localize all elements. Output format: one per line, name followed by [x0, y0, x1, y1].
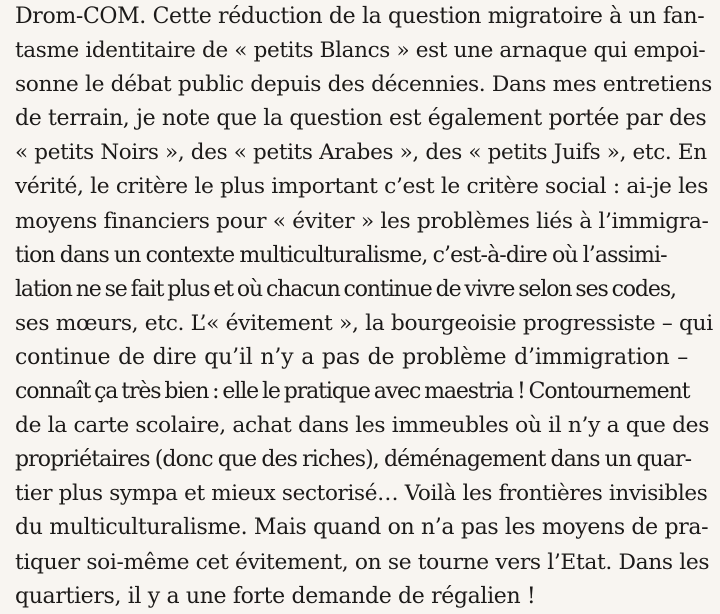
- text-line: tion dans un contexte multiculturalisme, c’est-à-dire où l’assimi-: [15, 242, 667, 268]
- text-line: moyens financiers pour « éviter » les problèmes liés à l’immigra-: [15, 208, 709, 234]
- text-line: de la carte scolaire, achat dans les immeubles où il n’y a que des: [15, 413, 710, 439]
- text-line: de terrain, je note que la question est également portée par des: [15, 106, 707, 132]
- text-line: quartiers, il y a une forte demande de régalien !: [15, 583, 536, 609]
- text-line: sonne le débat public depuis des décennies. Dans mes entretiens: [15, 72, 712, 98]
- text-line: tasme identitaire de « petits Blancs » est une arnaque qui empoi-: [15, 38, 706, 64]
- text-line: connaît ça très bien : elle le pratique avec maestria ! Contournement: [15, 379, 690, 405]
- article-body: [15, 0, 713, 614]
- text-line: propriétaires (donc que des riches), déménagement dans un quar-: [15, 447, 692, 473]
- text-line: continue de dire qu’il n’y a pas de problème d’immigration –: [15, 344, 689, 370]
- text-line: lation ne se fait plus et où chacun continue de vivre selon ses codes,: [15, 276, 676, 302]
- text-line: vérité, le critère le plus important c’est le critère social : ai-je les: [15, 174, 709, 200]
- text-line: ses mœurs, etc. L’« évitement », la bourgeoisie progressiste – qui: [15, 310, 713, 336]
- text-line: « petits Noirs », des « petits Arabes », des « petits Juifs », etc. En: [15, 140, 707, 166]
- text-line: Drom-COM. Cette réduction de la question migratoire à un fan-: [15, 4, 705, 29]
- text-line: tier plus sympa et mieux sectorisé… Voilà les frontières invisibles: [15, 481, 708, 507]
- text-line: du multiculturalisme. Mais quand on n’a pas les moyens de pra-: [15, 515, 709, 541]
- text-line: tiquer soi-même cet évitement, on se tourne vers l’Etat. Dans les: [15, 549, 710, 575]
